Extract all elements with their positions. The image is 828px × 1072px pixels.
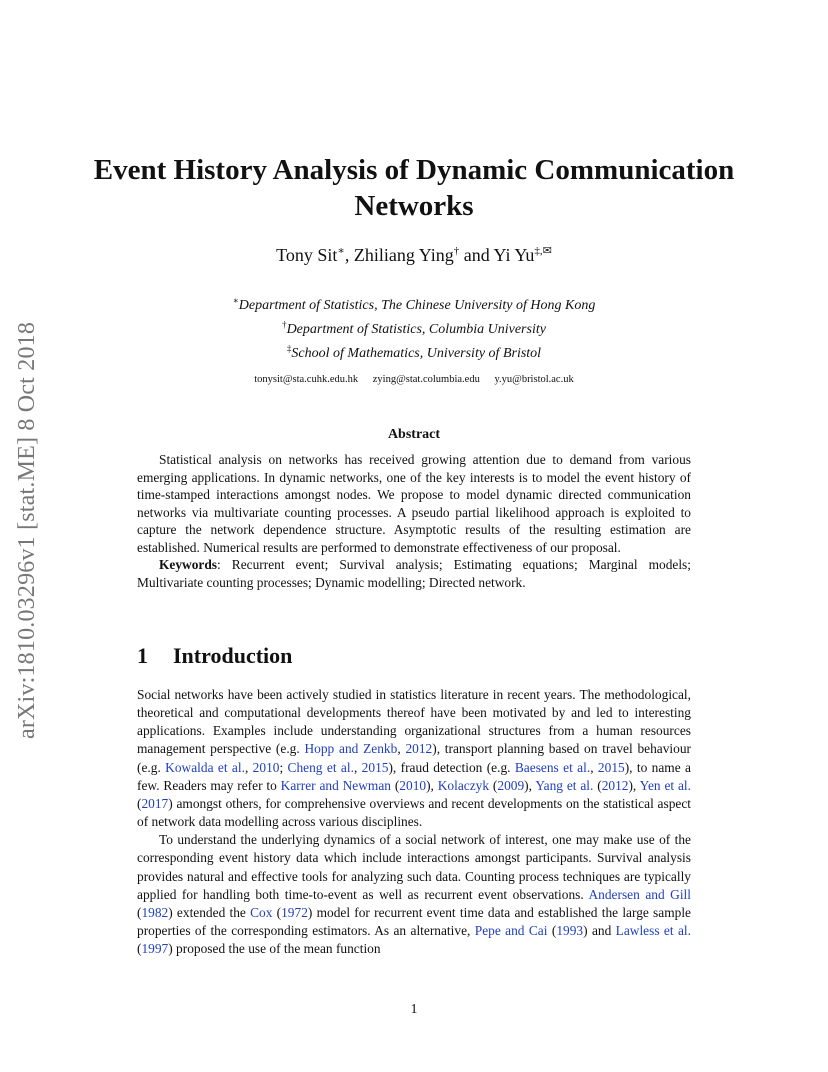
body-text-run: ), to name a few. Readers may refer to [137, 759, 691, 793]
citation-link[interactable]: 2010 [399, 777, 427, 793]
page-number: 1 [410, 1002, 418, 1017]
body-text-run: ), fraud detection (e.g. [388, 759, 515, 775]
affiliation-mark: ∗ [232, 295, 239, 306]
arxiv-identifier-text: arXiv:1810.03296v1 [stat.ME] 8 Oct 2018 [14, 321, 41, 739]
author-separator: and [459, 245, 494, 265]
body-text-run: ) extended the [168, 904, 251, 920]
author-list [0, 243, 828, 267]
introduction-body [137, 686, 691, 958]
author-name: Yi Yu [493, 245, 535, 265]
body-text-run: ), [628, 777, 640, 793]
citation-link[interactable]: Yang et al. [535, 777, 594, 793]
body-text-run: To understand the underlying dynamics of a social network of interest, one may make use of the corresponding event history data which include interactions amongst participants. Survival analysis provides natural and effective tools for analyzing such data. Counting process techniques are typically applied for handling both time-to-event as well as recurrent event observations. [137, 832, 691, 902]
citation-link[interactable]: 1972 [281, 904, 308, 920]
affiliation-mark: † [282, 319, 287, 330]
citation-link[interactable]: 2015 [361, 759, 389, 775]
body-text-run: ) model for recurrent event time data and established the large sample properties of the corresponding estimators. As an alternative, [137, 904, 691, 939]
citation-link[interactable]: Yen et al. [639, 777, 691, 793]
body-text-run: , [590, 759, 598, 775]
affiliation-line [0, 297, 828, 315]
citation-link[interactable]: Pepe and Cai [474, 923, 548, 939]
citation-link[interactable]: 2017 [141, 795, 169, 811]
body-text-run: ( [390, 777, 400, 793]
citation-link[interactable]: Karrer and Newman [280, 777, 391, 793]
body-paragraph [137, 686, 691, 831]
section-title: Introduction [173, 643, 293, 668]
citation-link[interactable]: Baesens et al. [514, 759, 591, 775]
author-affiliation-mark: ∗ [337, 245, 345, 257]
paper-title: Event History Analysis of Dynamic Communication Networks [93, 154, 735, 222]
keywords-text: : Recurrent event; Survival analysis; Estimating equations; Marginal models; Multivariate counting processes; Dynamic modelling; Directed network. [137, 557, 691, 590]
body-text-run: ( [137, 795, 142, 811]
citation-link[interactable]: 2009 [497, 777, 525, 793]
citation-link[interactable]: 1982 [141, 904, 169, 920]
keywords-line [137, 556, 691, 591]
affiliation-line [0, 321, 828, 339]
citation-link[interactable]: Andersen and Gill [588, 886, 691, 902]
body-text-run: ( [547, 923, 557, 939]
body-text-run: Social networks have been actively studied in statistics literature in recent years. The methodological, theoretical and computational developments thereof have been motivated by and led to interesting applications. Examples include understanding organizational structures from a human resources management perspective (e.g. [137, 687, 691, 757]
author-name: Zhiliang Ying [353, 245, 454, 265]
author-affiliation-mark: † [453, 245, 460, 257]
citation-link[interactable]: Hopp and Zenkb [304, 741, 398, 757]
body-text-run: ( [593, 777, 602, 793]
body-text-run: ( [489, 777, 498, 793]
body-text-run: ( [137, 941, 142, 957]
citation-link[interactable]: 1997 [141, 941, 169, 957]
body-paragraph [137, 831, 691, 958]
body-text-run: ( [272, 904, 282, 920]
body-text-run: ) proposed the use of the mean function [168, 941, 381, 957]
author-affiliation-mark: ‡,✉ [534, 245, 552, 257]
abstract-heading: Abstract [387, 427, 441, 442]
author-separator: , [344, 245, 354, 265]
body-text-run: ), [426, 777, 438, 793]
email-address: zying@stat.columbia.edu [372, 374, 480, 385]
body-text-run: , [244, 759, 253, 775]
affiliation-text: Department of Statistics, The Chinese University of Hong Kong [238, 298, 596, 313]
section-heading [137, 642, 292, 670]
section-number: 1 [137, 643, 148, 668]
citation-link[interactable]: 2010 [252, 759, 280, 775]
citation-link[interactable]: Kolaczyk [437, 777, 490, 793]
citation-link[interactable]: 1993 [556, 923, 584, 939]
citation-link[interactable]: Cheng et al. [287, 759, 354, 775]
body-text-run: , [397, 741, 406, 757]
body-text-run: ) and [583, 923, 616, 939]
body-text-run: ) amongst others, for comprehensive overviews and recent developments on the statistical aspect of network data modelling across various disciplines. [137, 795, 691, 830]
affiliation-text: Department of Statistics, Columbia University [286, 322, 546, 337]
citation-link[interactable]: Kowalda et al. [165, 759, 245, 775]
author-name: Tony Sit [276, 245, 338, 265]
author-emails [0, 373, 828, 387]
body-text-run: ), transport planning based on travel behaviour (e.g. [137, 741, 692, 775]
body-text-run: ( [137, 904, 142, 920]
keywords-label: Keywords [159, 557, 218, 572]
body-text-run: , [353, 759, 362, 775]
citation-link[interactable]: Cox [250, 904, 273, 920]
affiliation-line [0, 345, 828, 363]
abstract-body [137, 451, 691, 591]
body-text-run: ), [524, 777, 536, 793]
citation-link[interactable]: Lawless et al. [615, 923, 691, 939]
affiliation-text: School of Mathematics, University of Bristol [291, 346, 542, 361]
email-address: y.yu@bristol.ac.uk [494, 374, 574, 385]
email-address: tonysit@sta.cuhk.edu.hk [254, 374, 359, 385]
citation-link[interactable]: 2012 [405, 741, 433, 757]
body-text-run: ; [279, 759, 288, 775]
citation-link[interactable]: 2012 [601, 777, 629, 793]
citation-link[interactable]: 2015 [597, 759, 625, 775]
affiliation-mark: ‡ [286, 343, 292, 354]
abstract-text: Statistical analysis on networks has received growing attention due to demand from various emerging applications. In dynamic networks, one of the key interests is to model the event history of time-stamped interactions amongst nodes. We propose to model dynamic directed communication networks via multivariate counting processes. A pseudo partial likelihood approach is exploited to capture the network dependence structure. Asymptotic results of the resulting estimation are established. Numerical results are performed to demonstrate effectiveness of our proposal. [137, 452, 691, 555]
